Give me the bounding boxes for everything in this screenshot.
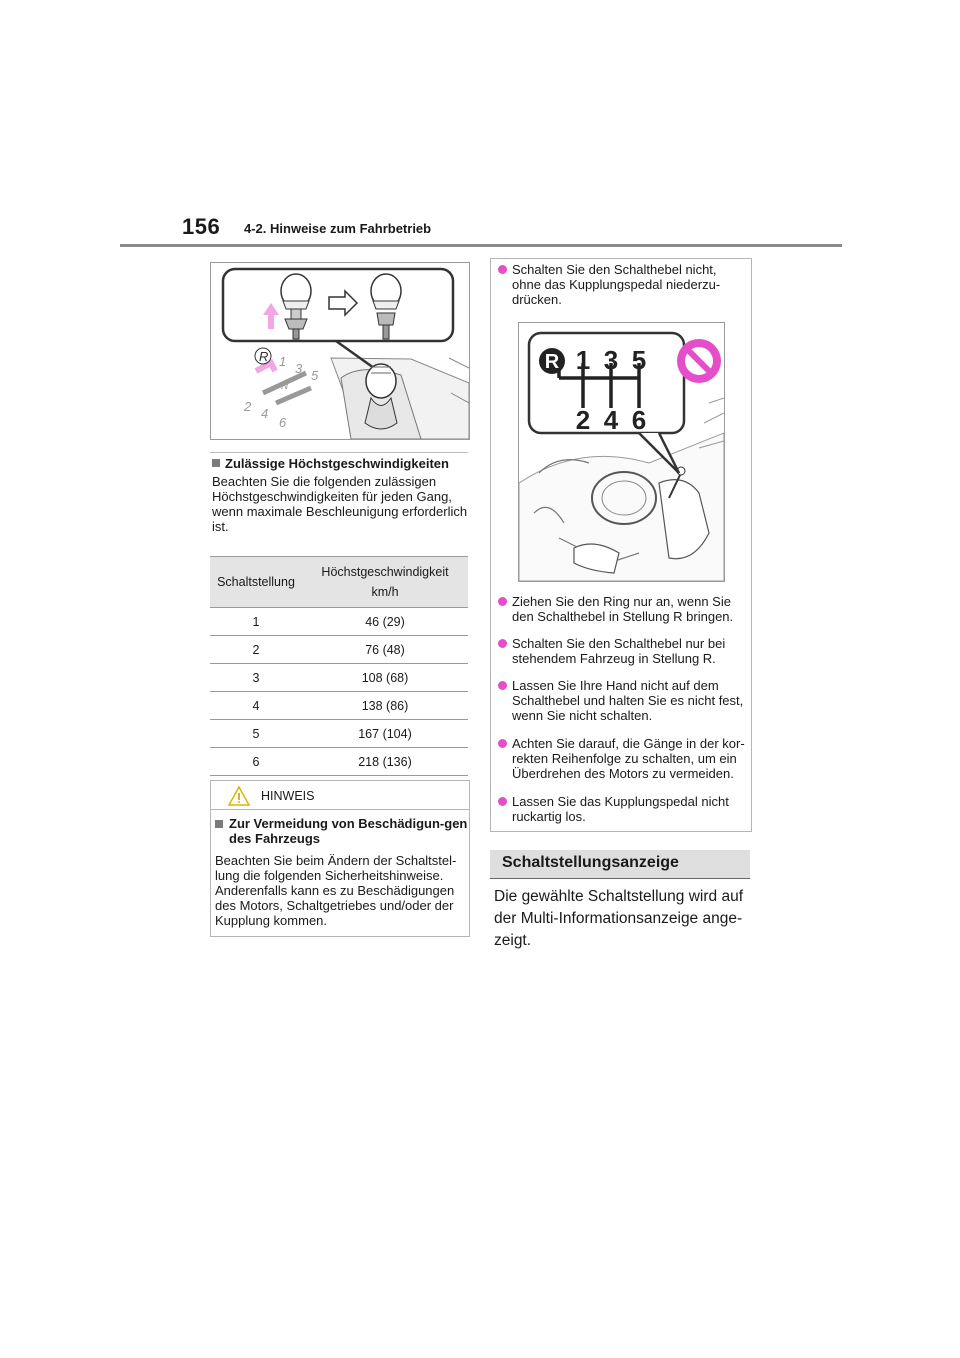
pattern-gear-3: 3 [603,345,619,375]
speed-cell: 76 (48) [302,636,468,664]
bullet-dot-icon [498,639,507,648]
pattern-gear-r: R [544,351,560,373]
pattern-gear-5: 5 [631,345,647,375]
shift-lever-illustration [211,263,469,439]
notice-text: Beachten Sie beim Ändern der Schaltstel-lung die folgenden Sicherheitshinweise. Anderenfalls kann es zu Beschädigungen des Motors, Schaltgetriebes und/oder der Kupplung kommen. [215,853,457,928]
bullet-dot-icon [498,739,507,748]
square-bullet-icon [215,820,223,828]
caution-item-text: Ziehen Sie den Ring nur an, wenn Sie den Schalthebel in Stellung R bringen. [512,594,734,624]
figure-gear-5: 5 [311,368,319,383]
page-number: 156 [182,214,221,239]
indicator-description: Die gewählte Schaltstellung wird auf der Multi-Informationsanzeige ange-zeigt. [494,888,743,949]
section-heading-bar [490,850,750,879]
bullet-dot-icon [498,681,507,690]
bullet-dot-icon [498,265,507,274]
notice-heading [215,816,469,846]
prohibition-illustration [519,323,724,581]
figure-gear-1: 1 [279,354,287,369]
notice-heading-text: Zur Vermeidung von Beschädigun-gen des Fahrzeugs [229,816,468,846]
table-row [210,608,468,636]
speed-heading-text: Zulässige Höchstgeschwindigkeiten [225,456,449,471]
table-row [210,664,468,692]
table-row [210,748,468,776]
warning-icon [228,786,250,806]
shift-lever-figure [210,262,470,440]
notice-header [211,781,469,810]
gear-cell: 5 [210,720,302,748]
caution-item [498,594,746,624]
speed-intro: Beachten Sie die folgenden zulässigen Höchstgeschwindigkeiten für jeden Gang, wenn maximale Beschleunigung erforderlich ist. [212,474,468,534]
prohibition-icon [677,339,721,383]
table-row [210,636,468,664]
speed-cell: 167 (104) [302,720,468,748]
table-row [210,692,468,720]
figure-gear-r: R [259,349,269,364]
table-header-speed-unit: km/h [371,585,399,599]
caution-item-text: Achten Sie darauf, die Gänge in der kor-rekten Reihenfolge zu schalten, um ein Überdrehen des Motors zu vermeiden. [512,736,745,781]
pattern-gear-2: 2 [575,405,591,435]
speed-cell: 138 (86) [302,692,468,720]
table-header-speed-label: Höchstgeschwindigkeit [321,565,449,579]
notice-box [210,780,470,937]
caution-item-text: Lassen Sie Ihre Hand nicht auf dem Schalthebel und halten Sie es nicht fest, wenn Sie nicht schalten. [512,678,744,723]
figure-gear-2: 2 [244,399,252,414]
section-heading: Schaltstellungsanzeige [502,854,679,871]
caution-item [498,262,746,307]
caution-item [498,736,746,781]
shift-prohibition-figure [518,322,725,582]
gear-cell: 1 [210,608,302,636]
speed-cell: 46 (29) [302,608,468,636]
table-row [210,720,468,748]
speed-heading [212,456,449,471]
table-header-gear: Schaltstellung [210,557,302,608]
pattern-gear-4: 4 [603,405,619,435]
caution-item [498,794,746,824]
caution-item [498,678,746,723]
bullet-dot-icon [498,797,507,806]
pattern-gear-6: 6 [631,405,647,435]
caution-item-text: Schalten Sie den Schalthebel nur bei stehendem Fahrzeug in Stellung R. [512,636,726,666]
gear-cell: 4 [210,692,302,720]
gear-cell: 6 [210,748,302,776]
square-bullet-icon [212,459,220,467]
figure-gear-n: N [281,381,289,392]
caution-item-text: Schalten Sie den Schalthebel nicht, ohne das Kupplungspedal niederzu-drücken. [512,262,721,307]
table-header-speed [302,557,468,608]
caution-item-text: Lassen Sie das Kupplungspedal nicht ruckartig los. [512,794,729,824]
figure-gear-6: 6 [279,415,287,430]
speed-table [210,556,468,776]
bullet-dot-icon [498,597,507,606]
notice-label: HINWEIS [261,789,315,803]
caution-item [498,636,746,666]
pattern-gear-1: 1 [575,345,591,375]
figure-gear-4: 4 [261,406,269,421]
section-title: 4-2. Hinweise zum Fahrbetrieb [244,221,432,236]
gear-cell: 3 [210,664,302,692]
gear-cell: 2 [210,636,302,664]
section-divider [210,452,468,453]
speed-cell: 218 (136) [302,748,468,776]
figure-gear-3: 3 [295,361,303,376]
header-divider [120,244,842,247]
speed-cell: 108 (68) [302,664,468,692]
